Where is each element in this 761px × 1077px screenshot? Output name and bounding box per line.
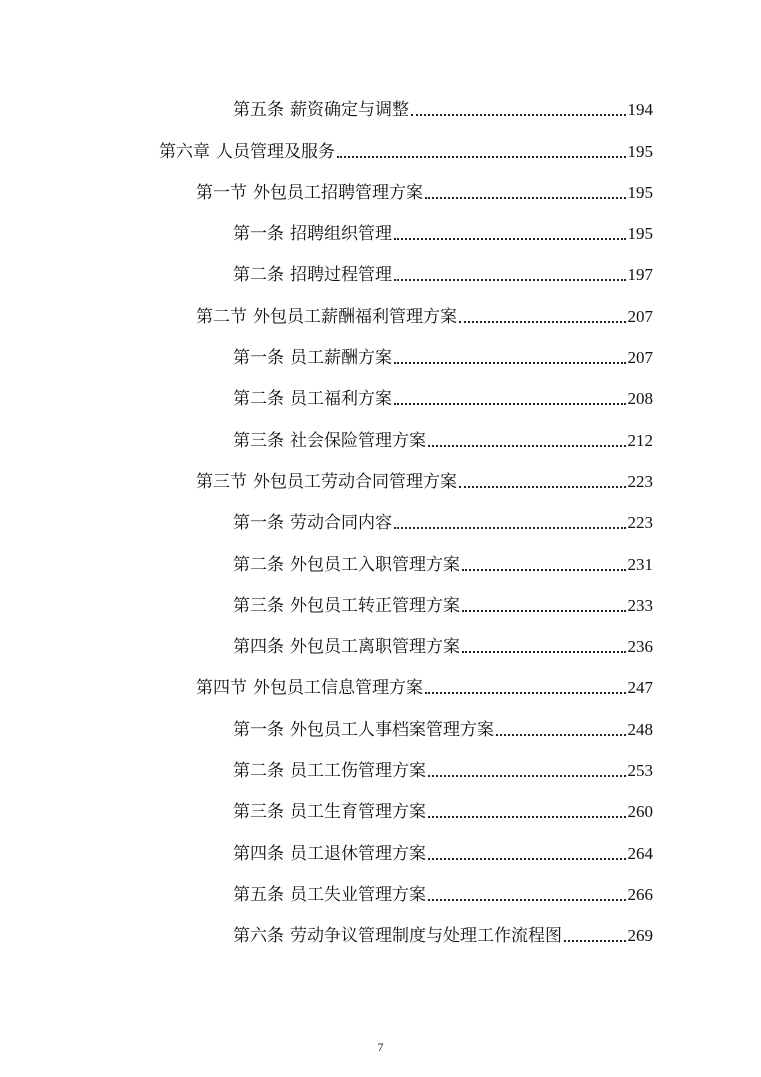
- entry-number: 第二节: [196, 307, 247, 327]
- entry-page-number: 223: [627, 513, 653, 532]
- dot-leader: [394, 238, 626, 240]
- dot-leader: [337, 156, 626, 158]
- entry-page-number: 260: [627, 802, 653, 821]
- entry-title: 员工退休管理方案: [290, 844, 426, 864]
- entry-number: 第四节: [196, 678, 247, 698]
- toc-entry[interactable]: [233, 715, 653, 741]
- entry-title: 外包员工信息管理方案: [253, 678, 423, 698]
- entry-number: 第三节: [196, 472, 247, 492]
- entry-number: 第二条: [233, 389, 284, 409]
- dot-leader: [459, 486, 626, 488]
- dot-leader: [428, 858, 626, 860]
- dot-leader: [428, 899, 626, 901]
- entry-page-number: 236: [627, 637, 653, 656]
- entry-title: 员工工伤管理方案: [290, 761, 426, 781]
- entry-title: 外包员工转正管理方案: [290, 596, 460, 616]
- entry-page-number: 197: [627, 265, 653, 284]
- entry-title: 招聘组织管理: [290, 224, 392, 244]
- entry-page-number: 195: [627, 142, 653, 161]
- toc-entry[interactable]: [233, 880, 653, 906]
- entry-page-number: 208: [627, 389, 653, 408]
- entry-number: 第一节: [196, 183, 247, 203]
- toc-entry[interactable]: [233, 219, 653, 245]
- toc-entry[interactable]: [233, 756, 653, 782]
- entry-title: 员工生育管理方案: [290, 802, 426, 822]
- entry-number: 第二条: [233, 761, 284, 781]
- dot-leader: [425, 692, 626, 694]
- toc-entry[interactable]: [233, 95, 653, 121]
- entry-title: 员工薪酬方案: [290, 348, 392, 368]
- entry-page-number: 223: [627, 472, 653, 491]
- entry-title: 人员管理及服务: [216, 142, 335, 162]
- dot-leader: [459, 321, 626, 323]
- toc-entry[interactable]: [233, 508, 653, 534]
- toc-entry[interactable]: [233, 839, 653, 865]
- entry-page-number: 207: [627, 307, 653, 326]
- entry-number: 第六章: [159, 142, 210, 162]
- entry-number: 第三条: [233, 596, 284, 616]
- entry-page-number: 264: [627, 844, 653, 863]
- entry-page-number: 269: [627, 926, 653, 945]
- toc-entry[interactable]: [233, 426, 653, 452]
- entry-number: 第五条: [233, 100, 284, 120]
- entry-number: 第一条: [233, 224, 284, 244]
- entry-title: 外包员工人事档案管理方案: [290, 720, 494, 740]
- entry-title: 外包员工薪酬福利管理方案: [253, 307, 457, 327]
- dot-leader: [564, 940, 626, 942]
- toc-entry[interactable]: [233, 632, 653, 658]
- entry-page-number: 253: [627, 761, 653, 780]
- entry-title: 外包员工入职管理方案: [290, 555, 460, 575]
- toc-entry[interactable]: [196, 178, 653, 204]
- entry-page-number: 247: [627, 678, 653, 697]
- entry-page-number: 195: [627, 183, 653, 202]
- toc-entry[interactable]: [196, 673, 653, 699]
- entry-number: 第三条: [233, 802, 284, 822]
- dot-leader: [428, 775, 626, 777]
- entry-title: 外包员工劳动合同管理方案: [253, 472, 457, 492]
- entry-title: 社会保险管理方案: [290, 431, 426, 451]
- entry-title: 劳动合同内容: [290, 513, 392, 533]
- entry-title: 薪资确定与调整: [290, 100, 409, 120]
- entry-number: 第一条: [233, 348, 284, 368]
- dot-leader: [462, 569, 626, 571]
- entry-page-number: 233: [627, 596, 653, 615]
- dot-leader: [394, 403, 626, 405]
- dot-leader: [394, 279, 626, 281]
- entry-title: 外包员工离职管理方案: [290, 637, 460, 657]
- entry-title: 员工福利方案: [290, 389, 392, 409]
- toc-entry[interactable]: [196, 302, 653, 328]
- dot-leader: [394, 362, 626, 364]
- entry-number: 第四条: [233, 844, 284, 864]
- entry-number: 第三条: [233, 431, 284, 451]
- dot-leader: [425, 197, 626, 199]
- dot-leader: [428, 445, 626, 447]
- page-number-footer: 7: [377, 1040, 384, 1054]
- toc-entry[interactable]: [233, 591, 653, 617]
- toc-entry[interactable]: [233, 343, 653, 369]
- dot-leader: [428, 816, 626, 818]
- toc-entry[interactable]: [233, 921, 653, 947]
- entry-page-number: 212: [627, 431, 653, 450]
- entry-page-number: 248: [627, 720, 653, 739]
- toc-entry[interactable]: [233, 550, 653, 576]
- entry-title: 员工失业管理方案: [290, 885, 426, 905]
- toc-entry[interactable]: [159, 137, 653, 163]
- entry-number: 第一条: [233, 720, 284, 740]
- toc-entry[interactable]: [196, 467, 653, 493]
- entry-title: 招聘过程管理: [290, 265, 392, 285]
- entry-page-number: 194: [627, 100, 653, 119]
- entry-number: 第一条: [233, 513, 284, 533]
- entry-title: 劳动争议管理制度与处理工作流程图: [290, 926, 562, 946]
- dot-leader: [462, 610, 626, 612]
- entry-page-number: 266: [627, 885, 653, 904]
- entry-number: 第六条: [233, 926, 284, 946]
- dot-leader: [496, 734, 626, 736]
- entry-number: 第四条: [233, 637, 284, 657]
- entry-number: 第五条: [233, 885, 284, 905]
- entry-page-number: 195: [627, 224, 653, 243]
- entry-page-number: 207: [627, 348, 653, 367]
- toc-entry[interactable]: [233, 797, 653, 823]
- entry-number: 第二条: [233, 555, 284, 575]
- dot-leader: [394, 527, 626, 529]
- dot-leader: [462, 651, 626, 653]
- entry-title: 外包员工招聘管理方案: [253, 183, 423, 203]
- toc-entry[interactable]: [233, 260, 653, 286]
- dot-leader: [411, 114, 626, 116]
- toc-entry[interactable]: [233, 384, 653, 410]
- entry-page-number: 231: [627, 555, 653, 574]
- entry-number: 第二条: [233, 265, 284, 285]
